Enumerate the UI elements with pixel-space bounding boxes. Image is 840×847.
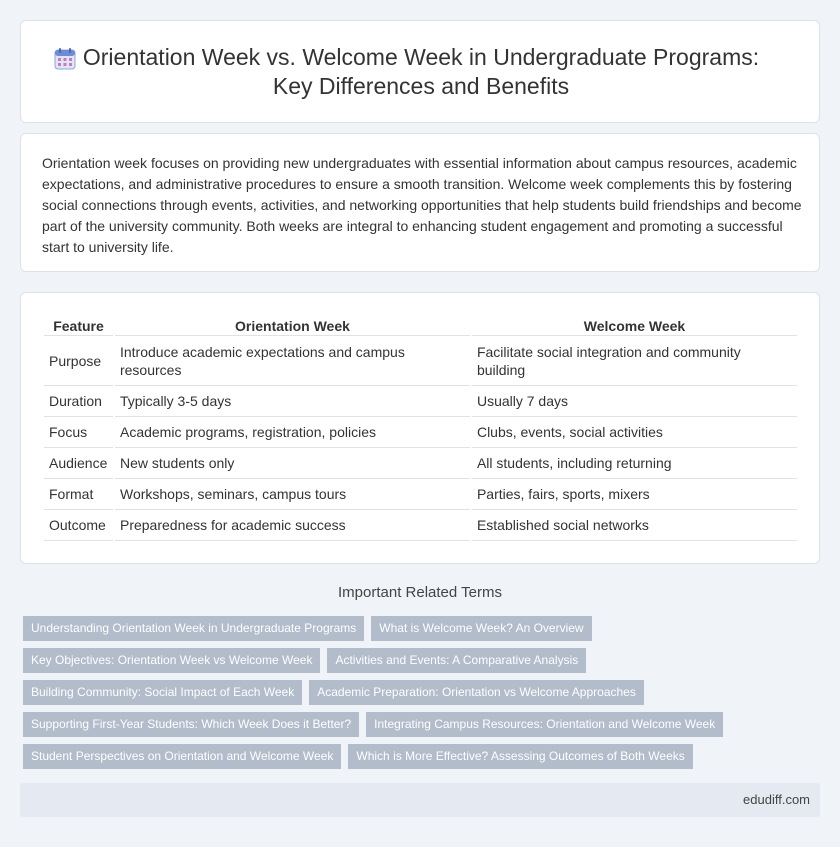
table-row	[44, 448, 797, 479]
table-row	[44, 510, 797, 541]
table-cell: Preparedness for academic success	[115, 510, 470, 541]
related-term-link[interactable]: What is Welcome Week? An Overview	[371, 616, 591, 641]
related-terms-list	[23, 616, 823, 776]
related-term-link[interactable]: Supporting First-Year Students: Which Week Does it Better?	[23, 712, 359, 737]
comparison-table	[42, 314, 799, 541]
footer	[20, 783, 820, 817]
related-term-link[interactable]: Student Perspectives on Orientation and Welcome Week	[23, 744, 341, 769]
table-cell: Introduce academic expectations and campus resources	[115, 336, 470, 386]
table-cell: Clubs, events, social activities	[472, 417, 797, 448]
table-cell: Purpose	[44, 336, 113, 386]
related-term-link[interactable]: Which is More Effective? Assessing Outcomes of Both Weeks	[348, 744, 692, 769]
intro-paragraph: Orientation week focuses on providing new undergraduates with essential information about campus resources, academic expectations, and administrative procedures to ensure a smooth transition. Welcome week complements this by fostering social connections through events, activities, and networking opportunities that help students build friendships and become part of the university community. Both weeks are integral to enhancing student engagement and promoting a successful start to university life.	[42, 155, 802, 255]
table-cell: Parties, fairs, sports, mixers	[472, 479, 797, 510]
title-line-1: Orientation Week vs. Welcome Week in Undergraduate Programs:	[82, 44, 760, 70]
table-cell: Focus	[44, 417, 113, 448]
table-cell: Audience	[44, 448, 113, 479]
related-term-link[interactable]: Academic Preparation: Orientation vs Welcome Approaches	[309, 680, 644, 705]
related-term-link[interactable]: Key Objectives: Orientation Week vs Welcome Week	[23, 648, 320, 673]
table-cell: Academic programs, registration, policies	[115, 417, 470, 448]
related-term-link[interactable]: Activities and Events: A Comparative Analysis	[327, 648, 586, 673]
table-row	[44, 417, 797, 448]
table-header-row	[44, 314, 797, 336]
table-cell: Usually 7 days	[472, 386, 797, 417]
table-row	[44, 386, 797, 417]
table-cell: Outcome	[44, 510, 113, 541]
table-cell: New students only	[115, 448, 470, 479]
table-cell: Format	[44, 479, 113, 510]
comparison-table-card	[20, 292, 820, 564]
header-card	[20, 20, 820, 123]
table-cell: Duration	[44, 386, 113, 417]
page-title	[21, 43, 821, 101]
site-credit-link[interactable]: edudiff.com	[743, 792, 810, 807]
table-row	[44, 479, 797, 510]
related-term-link[interactable]: Building Community: Social Impact of Each Week	[23, 680, 302, 705]
table-cell: Facilitate social integration and community building	[472, 336, 797, 386]
intro-card	[20, 133, 820, 272]
related-term-link[interactable]: Integrating Campus Resources: Orientation and Welcome Week	[366, 712, 723, 737]
table-header-cell: Orientation Week	[115, 314, 470, 336]
table-header-cell: Welcome Week	[472, 314, 797, 336]
table-cell: Workshops, seminars, campus tours	[115, 479, 470, 510]
related-terms-heading: Important Related Terms	[338, 584, 502, 601]
title-line-2: Key Differences and Benefits	[272, 73, 570, 99]
related-term-link[interactable]: Understanding Orientation Week in Undergraduate Programs	[23, 616, 364, 641]
table-cell: Established social networks	[472, 510, 797, 541]
table-row	[44, 336, 797, 386]
table-header-cell: Feature	[44, 314, 113, 336]
table-cell: All students, including returning	[472, 448, 797, 479]
table-cell: Typically 3-5 days	[115, 386, 470, 417]
